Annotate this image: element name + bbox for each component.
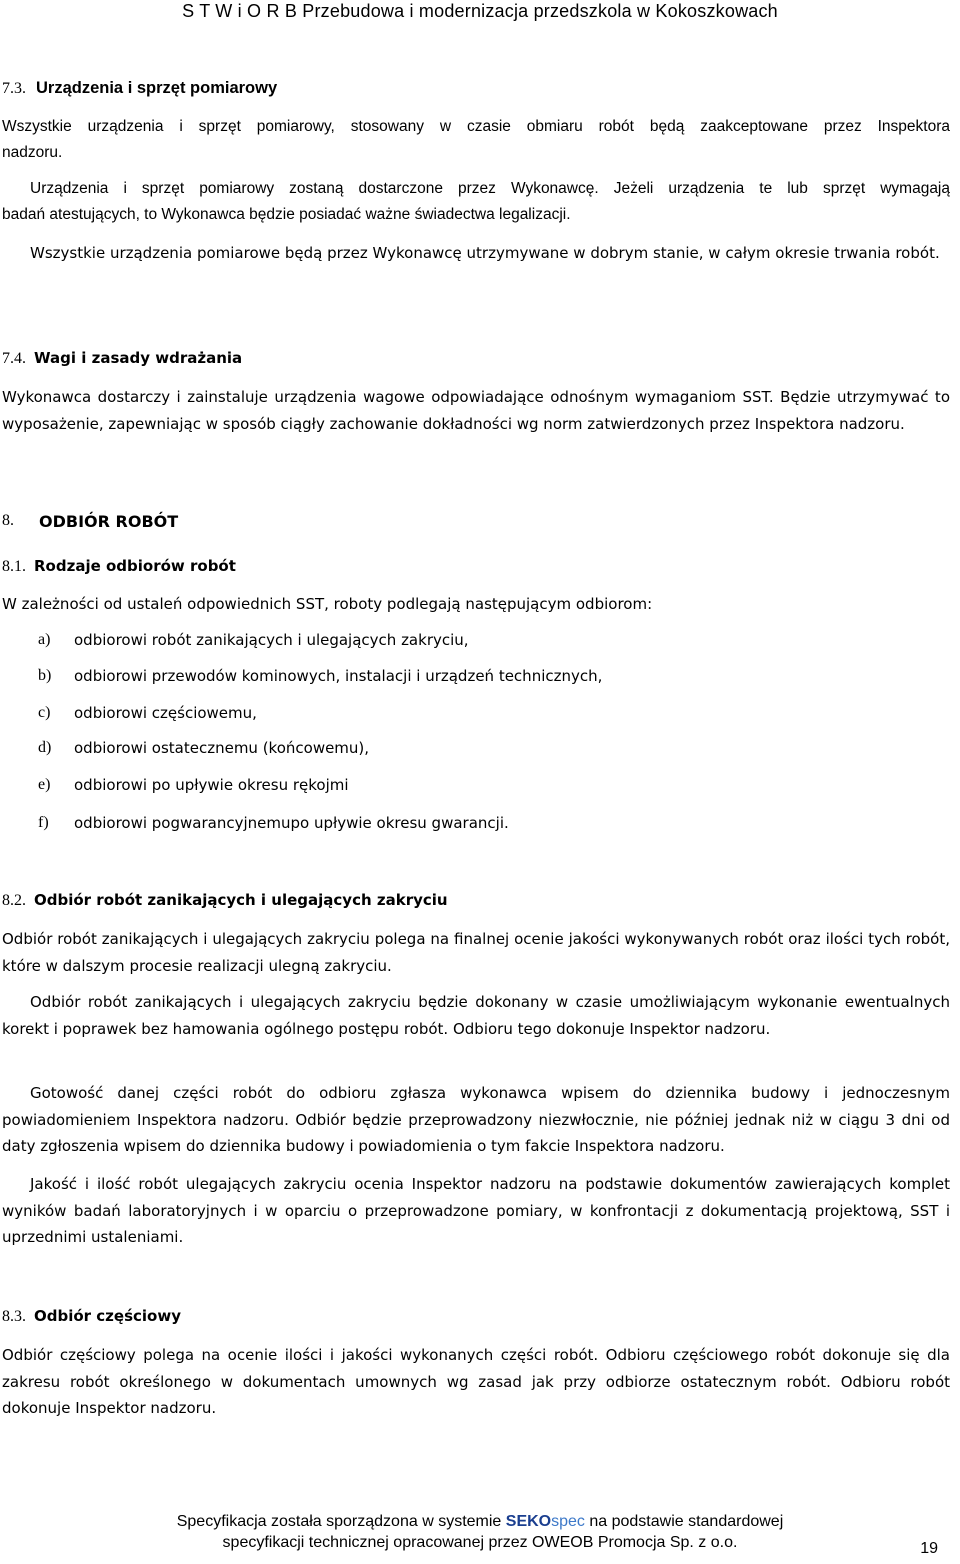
list-item-text: odbiorowi po upływie okresu rękojmi xyxy=(74,776,349,794)
section-8-3-heading xyxy=(2,1307,181,1326)
list-item-text: odbiorowi ostatecznemu (końcowemu), xyxy=(74,739,370,757)
paragraph: Odbiór robót zanikających i ulegających zakryciu będzie dokonany w czasie umożliwiającym wykonanie ewentualnych korekt i poprawek bez hamowania ogólnego postępu robót. Odbioru tego dokonuje Inspektor nadzoru. xyxy=(2,993,950,1038)
list-item-label: e) xyxy=(38,776,51,793)
footer-line: Specyfikacja została sporządzona w systemie SEKOspec na podstawie standardowej xyxy=(176,1513,784,1530)
section-number: 7.3. xyxy=(2,80,26,97)
paragraph: Odbiór robót zanikających i ulegających zakryciu polega na finalnej ocenie jakości wykonywanych robót oraz ilości tych robót, które w dalszym procesie realizacji ulegną zakryciu. xyxy=(2,930,950,975)
list-item-text: odbiorowi częściowemu, xyxy=(74,704,257,722)
section-title: Urządzenia i sprzęt pomiarowy xyxy=(36,79,278,97)
section-7-4-heading xyxy=(2,349,242,368)
section-number: 8.1. xyxy=(2,558,26,575)
section-8-1-heading xyxy=(2,557,236,576)
chapter-number: 8. xyxy=(2,512,14,529)
paragraph-line: Urządzenia i sprzęt pomiarowy zostaną dostarczone przez Wykonawcę. Jeżeli urządzenia te lub sprzęt wymagają xyxy=(30,180,950,197)
paragraph: Odbiór częściowy polega na ocenie ilości i jakości wykonanych części robót. Odbioru częściowego robót dokonuje się dla zakresu robót określonego w dokumentach umownych wg zasad jak przy odbiorze ostatecznym robót. Odbioru robót dokonuje Inspektor nadzoru. xyxy=(2,1346,950,1417)
list-item-label: b) xyxy=(38,667,52,684)
section-number: 8.3. xyxy=(2,1308,26,1325)
paragraph-line: nadzoru. xyxy=(2,144,63,161)
brand-name-part: SEKO xyxy=(505,1513,552,1530)
footer-line: specyfikacji technicznej opracowanej przez OWEOB Promocja Sp. z o.o. xyxy=(222,1534,738,1551)
section-number: 8.2. xyxy=(2,892,26,909)
paragraph-line: badań atestujących, to Wykonawca będzie posiadać ważne świadectwa legalizacji. xyxy=(2,206,571,223)
chapter-title: ODBIÓR ROBÓT xyxy=(39,512,179,531)
section-title: Odbiór robót zanikających i ulegających zakryciu xyxy=(34,891,448,909)
section-number: 7.4. xyxy=(2,350,26,367)
list-item-text: odbiorowi robót zanikających i ulegających zakryciu, xyxy=(74,631,469,649)
section-7-3-heading xyxy=(2,79,277,98)
list-intro: W zależności od ustaleń odpowiednich SST, roboty podlegają następującym odbiorom: xyxy=(2,595,653,613)
list-item-text: odbiorowi przewodów kominowych, instalacji i urządzeń technicznych, xyxy=(74,667,603,685)
section-title: Odbiór częściowy xyxy=(34,1307,181,1325)
list-item-label: a) xyxy=(38,631,51,648)
page-number: 19 xyxy=(920,1540,938,1557)
list-item-text: odbiorowi pogwarancyjnemupo upływie okresu gwarancji. xyxy=(74,814,509,832)
section-title: Wagi i zasady wdrażania xyxy=(34,349,243,367)
list-item-label: f) xyxy=(38,814,49,831)
section-title: Rodzaje odbiorów robót xyxy=(34,557,236,575)
list-item-label: d) xyxy=(38,739,52,756)
section-8-2-heading xyxy=(2,891,448,910)
brand-name-part: spec xyxy=(551,1513,585,1530)
paragraph: Wszystkie urządzenia pomiarowe będą przez Wykonawcę utrzymywane w dobrym stanie, w całym okresie trwania robót. xyxy=(30,244,940,262)
paragraph: Jakość i ilość robót ulegających zakryciu ocenia Inspektor nadzoru na podstawie dokumentów zawierających komplet wyników badań laboratoryjnych i w oparciu o przeprowadzone pomiary, w konfrontacji z dokumentacją projektową, SST i uprzednimi ustaleniami. xyxy=(2,1175,950,1246)
paragraph-line: Wszystkie urządzenia i sprzęt pomiarowy, stosowany w czasie obmiaru robót będą zaakceptowane przez Inspektora xyxy=(2,118,950,135)
running-header: S T W i O R B Przebudowa i modernizacja przedszkola w Kokoszkowach xyxy=(182,1,778,21)
paragraph: Wykonawca dostarczy i zainstaluje urządzenia wagowe odpowiadające odnośnym wymaganiom SST. Będzie utrzymywać to wyposażenie, zapewniając w sposób ciągły zachowanie dokładności wg norm zatwierdzonych przez Inspektora nadzoru. xyxy=(2,388,950,433)
list-item-label: c) xyxy=(38,704,51,721)
paragraph: Gotowość danej części robót do odbioru zgłasza wykonawca wpisem do dziennika budowy i jednoczesnym powiadomieniem Inspektora nadzoru. Odbiór będzie przeprowadzony niezwłocznie, nie później jednak niż w ciągu 3 dni od daty zgłoszenia wpisem do dziennika budowy i powiadomienia o tym fakcie Inspektora nadzoru. xyxy=(2,1084,950,1155)
chapter-8-heading xyxy=(2,512,179,531)
